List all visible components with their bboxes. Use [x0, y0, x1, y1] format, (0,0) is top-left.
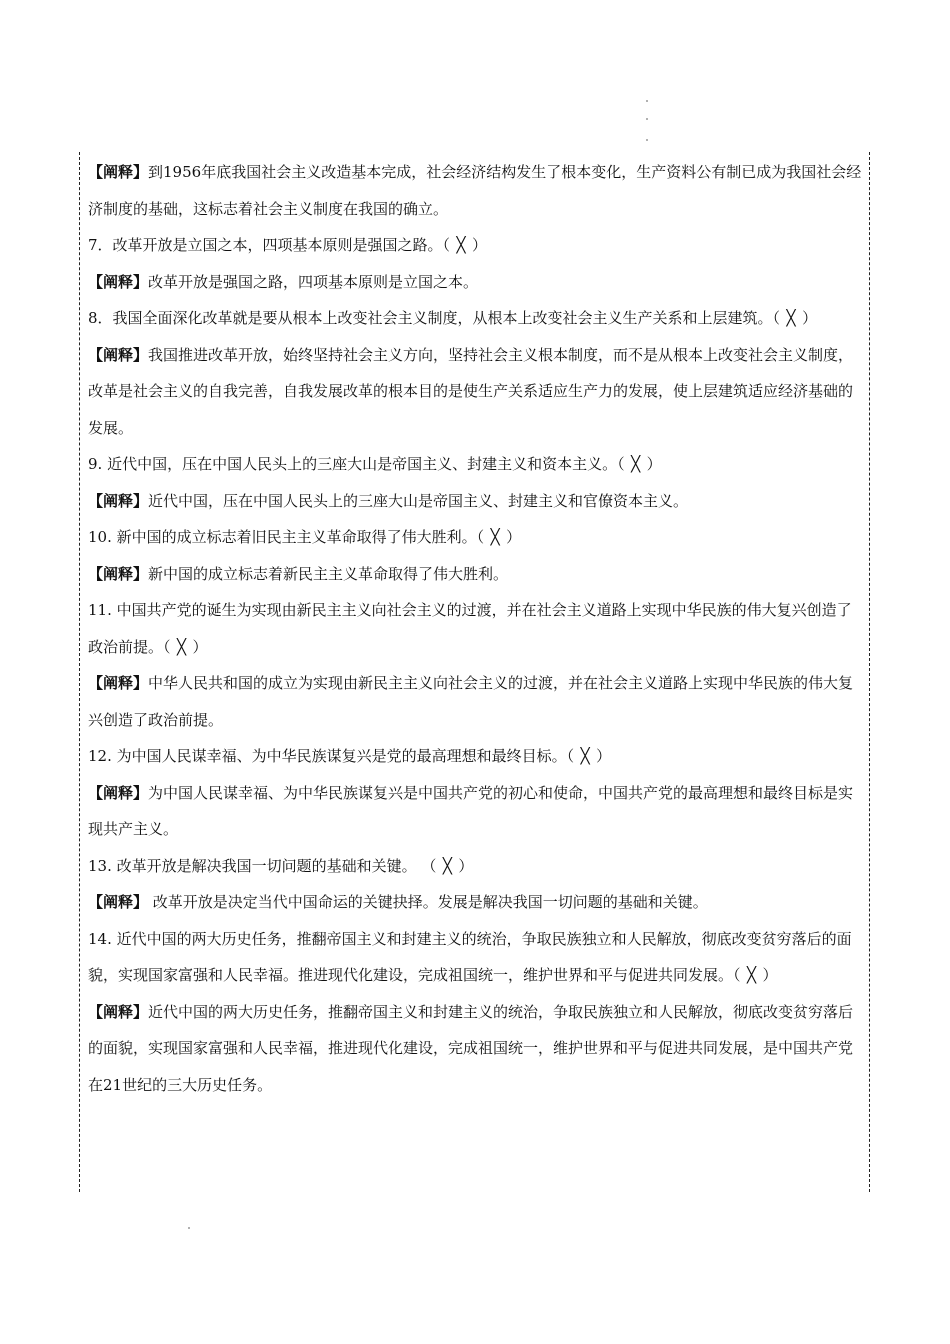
explanation-paragraph [88, 775, 862, 848]
question-paragraph [88, 446, 862, 483]
document-body [88, 154, 862, 1103]
explanation-paragraph [88, 483, 862, 520]
decor-dot [646, 118, 648, 120]
explanation-text: 到1956年底我国社会主义改造基本完成，社会经济结构发生了根本变化，生产资料公有制已成为我国社会经济制度的基础，这标志着社会主义制度在我国的确立。 [88, 163, 862, 218]
cross-mark-icon: ╳ [786, 309, 796, 327]
explanation-label: 【阐释】 [88, 783, 149, 802]
explanation-label: 【阐释】 [88, 1002, 149, 1021]
question-paragraph [88, 592, 862, 665]
decor-dot [188, 1227, 190, 1229]
close-paren: ） [802, 309, 818, 327]
close-paren: ） [458, 856, 474, 875]
close-paren: ） [646, 455, 662, 473]
right-border [869, 152, 870, 1192]
explanation-text: 近代中国，压在中国人民头上的三座大山是帝国主义、封建主义和官僚资本主义。 [148, 491, 689, 510]
explanation-paragraph [88, 337, 862, 447]
explanation-label: 【阐释】 [88, 272, 149, 291]
question-text: 10. 新中国的成立标志着旧民主主义革命取得了伟大胜利。（ [88, 528, 485, 546]
question-paragraph [88, 227, 862, 264]
close-paren: ） [506, 528, 522, 546]
question-text: 12. 为中国人民谋幸福、为中华民族谋复兴是党的最高理想和最终目标。（ [88, 747, 575, 765]
question-paragraph [88, 738, 862, 775]
explanation-label: 【阐释】 [88, 163, 149, 181]
cross-mark-icon: ╳ [442, 856, 452, 875]
explanation-label: 【阐释】 [88, 674, 149, 692]
explanation-paragraph [88, 556, 862, 593]
cross-mark-icon: ╳ [580, 747, 590, 765]
explanation-label: 【阐释】 [88, 893, 149, 911]
decor-dot [646, 100, 648, 102]
question-paragraph [88, 921, 862, 994]
close-paren: ） [596, 747, 612, 765]
question-text: 7．改革开放是立国之本，四项基本原则是强国之路。（ [88, 236, 451, 254]
cross-mark-icon: ╳ [631, 455, 641, 473]
explanation-text: 改革开放是决定当代中国命运的关键抉择。发展是解决我国一切问题的基础和关键。 [148, 893, 708, 911]
cross-mark-icon: ╳ [490, 528, 500, 546]
explanation-label: 【阐释】 [88, 564, 149, 583]
question-text: 9. 近代中国，压在中国人民头上的三座大山是帝国主义、封建主义和资本主义。（ [88, 455, 625, 473]
question-text: 11. 中国共产党的诞生为实现由新民主主义向社会主义的过渡，并在社会主义道路上实现中华民族的伟大复兴创造了政治前提。（ [88, 601, 852, 656]
explanation-text: 我国推进改革开放，始终坚持社会主义方向，坚持社会主义根本制度，而不是从根本上改变社会主义制度，改革是社会主义的自我完善，自我发展改革的根本目的是使生产关系适应生产力的发展，使上层建筑适应经济基础的发展。 [88, 345, 854, 437]
close-paren: ） [472, 236, 488, 254]
explanation-text: 新中国的成立标志着新民主主义革命取得了伟大胜利。 [148, 564, 509, 583]
decor-dot [646, 139, 648, 141]
question-paragraph [88, 300, 862, 337]
question-text: 13. 改革开放是解决我国一切问题的基础和关键。 （ [88, 856, 437, 875]
explanation-text: 中华人民共和国的成立为实现由新民主主义向社会主义的过渡，并在社会主义道路上实现中华民族的伟大复兴创造了政治前提。 [88, 674, 854, 729]
question-paragraph [88, 848, 862, 885]
explanation-paragraph [88, 154, 862, 227]
explanation-paragraph [88, 994, 862, 1104]
cross-mark-icon: ╳ [456, 236, 466, 254]
cross-mark-icon: ╳ [747, 966, 757, 984]
explanation-text: 为中国人民谋幸福、为中华民族谋复兴是中国共产党的初心和使命，中国共产党的最高理想和最终目标是实现共产主义。 [88, 783, 854, 838]
explanation-text: 近代中国的两大历史任务，推翻帝国主义和封建主义的统治，争取民族独立和人民解放，彻底改变贫穷落后的面貌，实现国家富强和人民幸福，推进现代化建设，完成祖国统一，维护世界和平与促进共同发展，是中国共产党在21世纪的三大历史任务。 [88, 1002, 854, 1094]
explanation-paragraph [88, 665, 862, 738]
question-paragraph [88, 519, 862, 556]
close-paren: ） [192, 637, 208, 656]
close-paren: ） [762, 966, 778, 984]
left-border [79, 152, 80, 1192]
explanation-label: 【阐释】 [88, 491, 149, 510]
question-text: 8．我国全面深化改革就是要从根本上改变社会主义制度，从根本上改变社会主义生产关系和上层建筑。（ [88, 309, 781, 327]
explanation-label: 【阐释】 [88, 345, 149, 364]
explanation-paragraph [88, 884, 862, 921]
explanation-paragraph [88, 264, 862, 301]
explanation-text: 改革开放是强国之路，四项基本原则是立国之本。 [148, 272, 479, 291]
question-text: 14. 近代中国的两大历史任务，推翻帝国主义和封建主义的统治，争取民族独立和人民解放，彻底改变贫穷落后的面貌，实现国家富强和人民幸福。推进现代化建设，完成祖国统一，维护世界和平与促进共同发展。（ [88, 929, 852, 984]
cross-mark-icon: ╳ [177, 637, 187, 656]
